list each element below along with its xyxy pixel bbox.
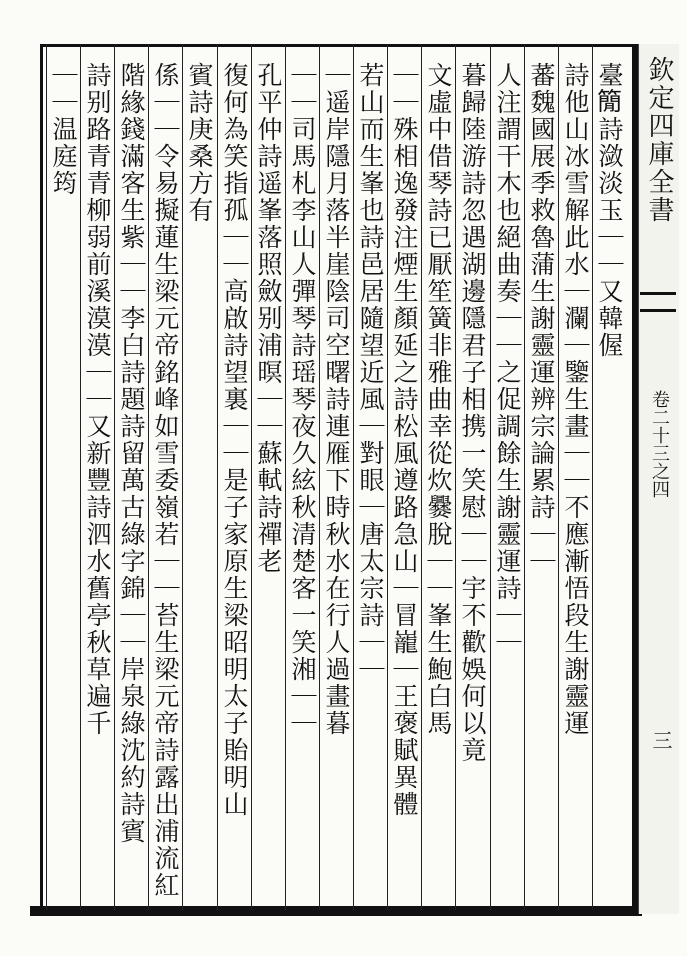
column-rule [592, 44, 593, 910]
text-column: ｜｜温庭筠 [49, 62, 78, 197]
text-column: 若山而生峯也詩邑居隨望近風｜對眼｜唐太宗詩｜｜ [356, 62, 385, 683]
text-column: 暮歸陸游詩忽遇湖邊隱君子相携一笑慰｜｜宇不歡娛何以竟 [458, 62, 487, 764]
volume-label: 卷二十三之四 [649, 390, 670, 498]
column-rule [46, 44, 47, 910]
text-column: 孔平仲詩遥峯落照斂别浦暝｜｜蘇軾詩禪老 [254, 62, 283, 575]
column-rule [319, 44, 320, 910]
text-column: 人注謂干木也絕曲奏｜｜之促調餘生謝靈運詩｜｜ [493, 62, 522, 656]
text-column: ｜遥岸隱月落半崖陰司空曙詩連雁下時秋水在行人過畫暮 [322, 62, 351, 737]
column-rule [114, 44, 115, 910]
column-rule [455, 44, 456, 910]
column-rule [217, 44, 218, 910]
text-column: 詩别路青青柳弱前溪漠漠｜｜又新豐詩泗水舊亭秋草遍千 [83, 62, 112, 737]
text-column: 階緣錢滿客生紫｜｜李白詩題詩留萬古綠字錦｜｜岸泉綠沈約詩賓 [117, 62, 146, 845]
column-rule [285, 44, 286, 910]
text-column: 詩他山冰雪解此水｜瀾｜鑒生畫｜｜不應漸悟段生謝靈運 [561, 62, 590, 737]
column-rule [148, 44, 149, 910]
column-rule [421, 44, 422, 910]
column-rule [490, 44, 491, 910]
column-rule [182, 44, 183, 910]
column-rule [558, 44, 559, 910]
column-rule [387, 44, 388, 910]
text-column: 臺𥳑詩潋淡玉｜｜又韓偓 [595, 62, 624, 359]
column-rule [353, 44, 354, 910]
text-column: 賓詩庚桑方有 [185, 62, 214, 224]
text-column: ｜｜殊相逸發注煙生顏延之詩松風遵路急山｜冒巃｜王褒賦異體 [390, 62, 419, 818]
column-rule [251, 44, 252, 910]
column-rule [524, 44, 525, 910]
bottom-border-bar [30, 906, 642, 916]
column-rule [80, 44, 81, 910]
text-column: 係｜｜令易擬蓮生梁元帝銘峰如雪委嶺若｜｜苔生梁元帝詩露出浦流紅 [151, 62, 180, 899]
text-column: 文虛中借琴詩已厭笙簧非雅曲幸從炊爨脫｜｜峯生鮑白馬 [424, 62, 453, 737]
text-column: ｜｜司馬札李山人彈琴詩瑶琴夜久絃秋清楚客一笑湘｜｜ [288, 62, 317, 737]
book-title: 欽定四庫全書 [644, 56, 674, 224]
text-column: 蕃魏國展季救魯蒲生謝靈運辨宗論累詩｜｜ [527, 62, 556, 575]
fishtail-mark [640, 292, 676, 312]
text-column: 復何為笑指孤｜｜高啟詩望裏｜｜是子家原生梁昭明太子貽明山 [220, 62, 249, 818]
page-number: 三 [649, 730, 673, 750]
